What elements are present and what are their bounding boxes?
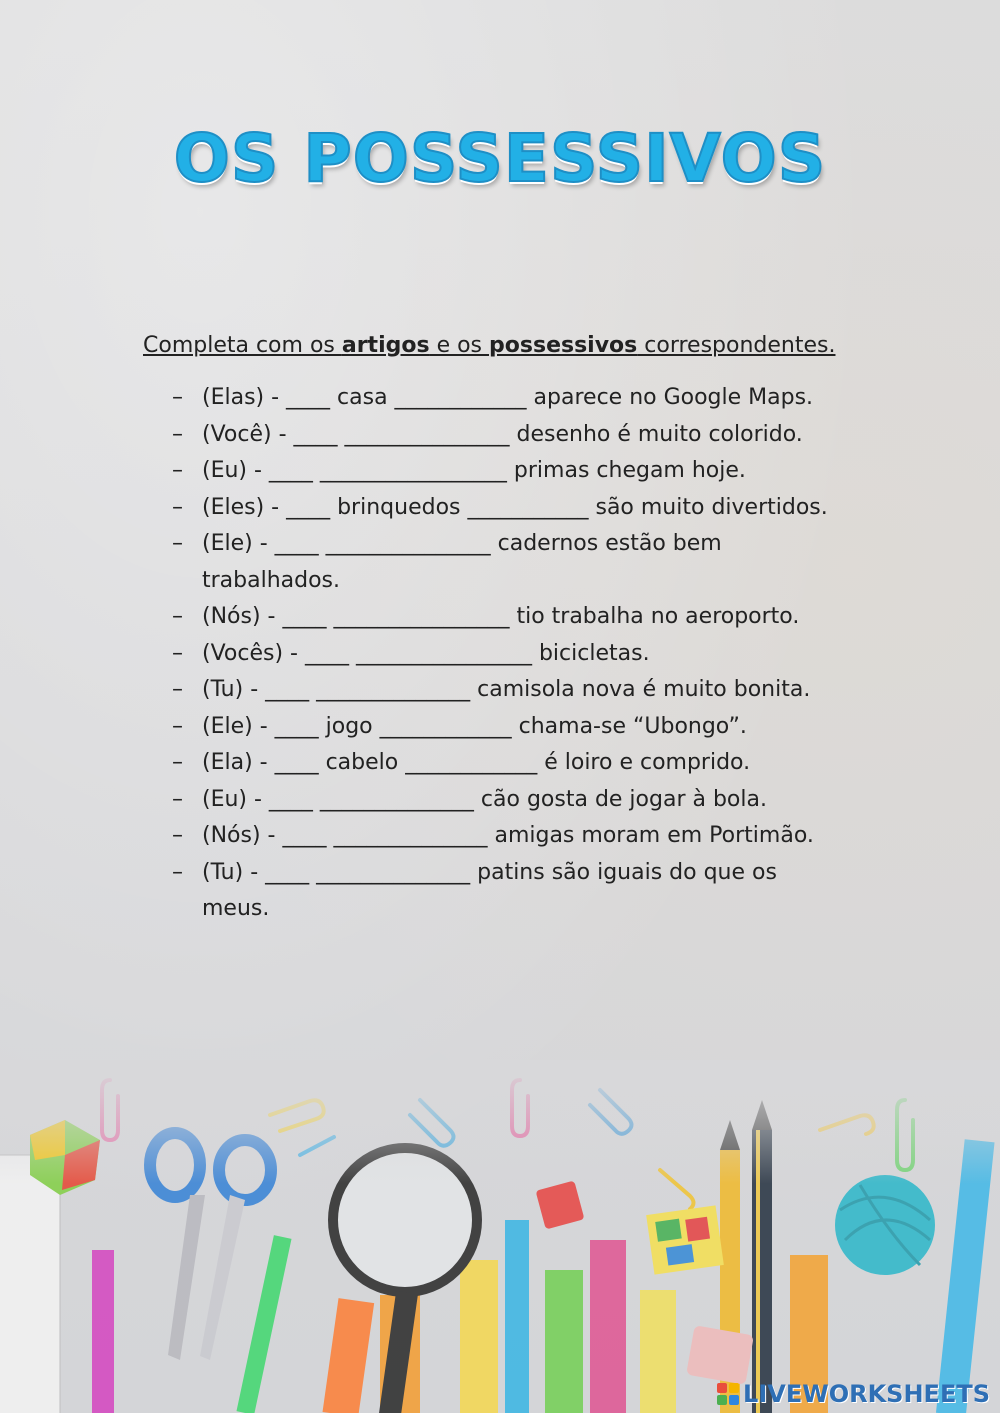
exercise-item xyxy=(172,526,872,599)
dash-marker: – xyxy=(172,531,183,556)
instruction-part-2: e os xyxy=(429,333,490,358)
instruction-text xyxy=(143,333,835,358)
exercise-text: (Ela) - ____ cabelo ____________ é loiro e comprido. xyxy=(202,750,751,775)
exercise-item xyxy=(172,782,872,819)
instruction-part-1: Completa com os xyxy=(143,333,342,358)
exercise-text: (Nós) - ____ ________________ tio trabalha no aeroporto. xyxy=(202,604,800,629)
dash-marker: – xyxy=(172,421,183,447)
school-supplies-illustration xyxy=(0,1060,1000,1413)
dash-marker: – xyxy=(172,640,183,666)
exercise-item xyxy=(172,599,872,636)
dash-marker: – xyxy=(172,859,183,885)
dash-marker: – xyxy=(172,677,183,702)
exercise-item xyxy=(172,709,872,746)
dash-marker: – xyxy=(172,750,183,775)
logo-blocks-icon xyxy=(717,1383,739,1405)
exercise-text-continued: trabalhados. xyxy=(202,567,341,593)
page-title: OS POSSESSIVOS xyxy=(173,120,827,197)
exercise-text: (Tu) - ____ ______________ patins são iguais do que os xyxy=(202,859,777,885)
exercise-text: (Ele) - ____ jogo ____________ chama-se “Ubongo”. xyxy=(202,713,747,739)
instruction-bold-artigos: artigos xyxy=(341,333,430,358)
liveworksheets-logo xyxy=(717,1379,990,1409)
dash-marker: – xyxy=(172,786,183,812)
logo-block xyxy=(729,1383,739,1393)
exercise-text: (Tu) - ____ ______________ camisola nova é muito bonita. xyxy=(202,677,811,702)
exercise-item xyxy=(172,417,872,454)
instruction-part-3: correspondentes. xyxy=(637,333,836,358)
exercise-text: (Eu) - ____ _________________ primas chegam hoje. xyxy=(202,458,746,483)
exercise-item xyxy=(172,855,872,928)
exercise-item xyxy=(172,490,872,527)
exercise-text: (Você) - ____ _______________ desenho é muito colorido. xyxy=(202,421,803,447)
exercise-text: (Eles) - ____ brinquedos ___________ são muito divertidos. xyxy=(202,494,828,520)
dash-marker: – xyxy=(172,823,183,848)
exercise-text: (Eu) - ____ ______________ cão gosta de jogar à bola. xyxy=(202,786,767,812)
instruction-bold-possessivos: possessivos xyxy=(489,333,638,358)
exercise-text: (Elas) - ____ casa ____________ aparece no Google Maps. xyxy=(202,385,814,410)
exercise-item xyxy=(172,745,872,782)
logo-block xyxy=(717,1383,727,1393)
logo-block xyxy=(729,1395,739,1405)
exercise-text: (Vocês) - ____ ________________ bicicletas. xyxy=(202,640,650,666)
dash-marker: – xyxy=(172,604,183,629)
exercise-item xyxy=(172,636,872,673)
exercise-text: (Ele) - ____ _______________ cadernos estão bem xyxy=(202,531,722,556)
exercise-text: (Nós) - ____ ______________ amigas moram em Portimão. xyxy=(202,823,814,848)
exercise-list xyxy=(172,380,872,928)
logo-block xyxy=(717,1395,727,1405)
dash-marker: – xyxy=(172,385,183,410)
dash-marker: – xyxy=(172,713,183,739)
dash-marker: – xyxy=(172,494,183,520)
exercise-item xyxy=(172,453,872,490)
exercise-item xyxy=(172,380,872,417)
logo-text: LIVEWORKSHEETS xyxy=(743,1380,990,1408)
dash-marker: – xyxy=(172,458,183,483)
exercise-text-continued: meus. xyxy=(202,896,270,921)
exercise-item xyxy=(172,818,872,855)
exercise-item xyxy=(172,672,872,709)
